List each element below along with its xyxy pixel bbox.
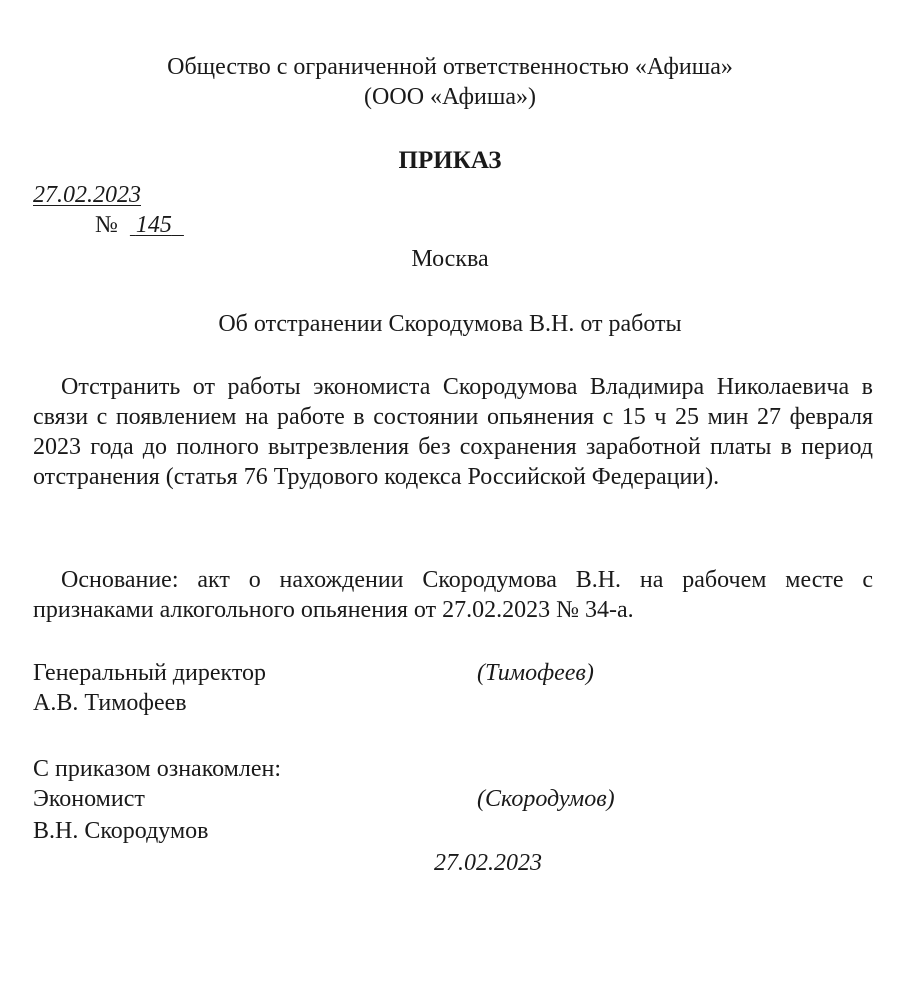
acknowledgement-label: С приказом ознакомлен:: [33, 756, 282, 782]
director-position: Генеральный директор: [33, 660, 267, 686]
employee-signature: (Скородумов): [477, 786, 615, 812]
basis-paragraph: Основание: акт о нахождении Скородумова В.Н. на рабочем месте с признаками алкогольного опьянения от 27.02.2023 № 34-а.: [33, 567, 873, 623]
employee-position: Экономист: [33, 786, 145, 812]
document-subject: Об отстранении Скородумова В.Н. от работы: [218, 311, 682, 337]
document-number: 145: [135, 212, 172, 238]
acknowledgement-date: 27.02.2023: [434, 850, 542, 876]
number-sign: №: [95, 212, 118, 238]
order-paragraph: Отстранить от работы экономиста Скородумова Владимира Николаевича в связи с появлением на работе в состоянии опьянения с 15 ч 25 мин 27 февраля 2023 года до полного вытрезвления без сохранения заработной платы в период отстранения (статья 76 Трудового кодекса Российской Федерации).: [33, 374, 873, 490]
employee-name: В.Н. Скородумов: [33, 818, 209, 844]
director-signature: (Тимофеев): [477, 660, 594, 686]
document-city: Москва: [411, 246, 489, 272]
document-date: 27.02.2023: [33, 182, 141, 208]
document-number-row: [95, 210, 184, 240]
organization-short-name: (ООО «Афиша»): [364, 84, 536, 110]
director-name: А.В. Тимофеев: [33, 690, 187, 716]
organization-full-name: Общество с ограниченной ответственностью «Афиша»: [167, 54, 733, 80]
document-title: ПРИКАЗ: [398, 147, 502, 174]
